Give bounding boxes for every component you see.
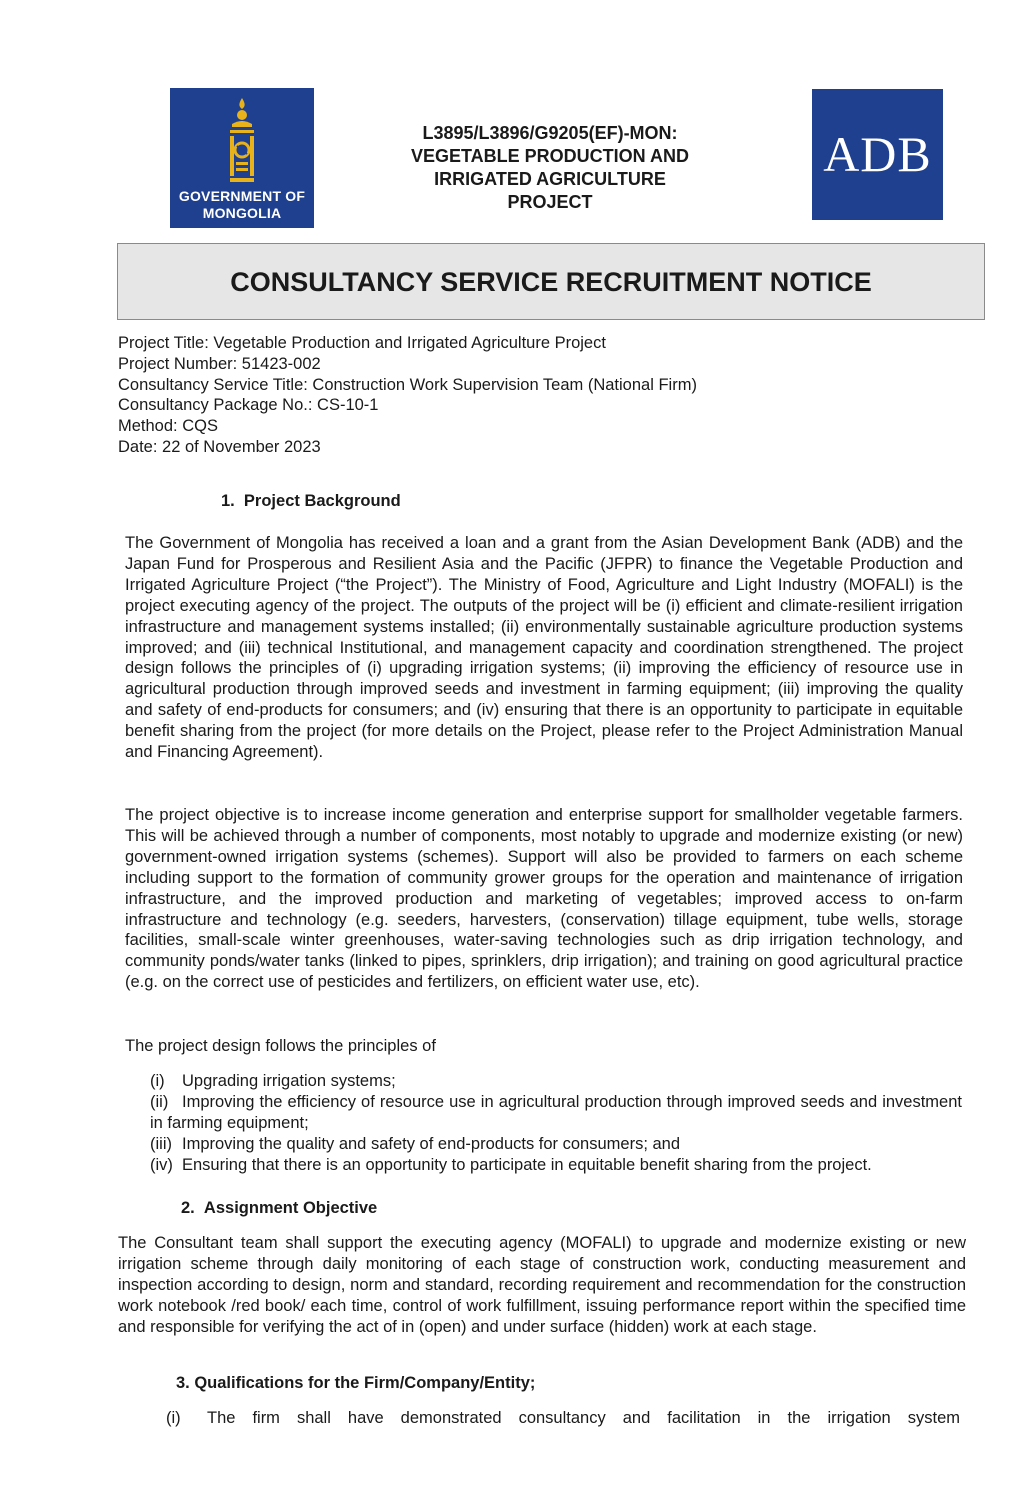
- background-paragraph-2: The project objective is to increase income generation and enterprise support for smallholder vegetable farmers. This will be achieved through a number of components, most notably to upgrade and modernize existing (or new) government-owned irrigation systems (schemes). Support will also be provided to farmers on each scheme including support to the formation of community grower groups for the operation and maintenance of irrigation infrastructure, and the improved production and marketing of vegetables; improved access to on-farm infrastructure and technology (e.g. seeders, harvesters, (conservation) tillage equipment, tube wells, storage facilities, small-scale winter greenhouses, water-saving technologies such as drip irrigation technology, and community ponds/water tanks (linked to pipes, sprinklers, drip irrigation); and training on good agricultural practice (e.g. on the correct use of pesticides and fertilizers, on efficient water use, etc).: [125, 806, 963, 992]
- principle-number: (iii): [150, 1135, 172, 1153]
- principle-item-4: [150, 1155, 962, 1176]
- header-line-1: L3895/L3896/G9205(EF)-MON:: [422, 123, 678, 143]
- meta-service-title: Consultancy Service Title: Construction Work Supervision Team (National Firm): [118, 375, 697, 394]
- principle-number: (iv): [150, 1156, 173, 1174]
- principle-text: Improving the efficiency of resource use in agricultural production through improved seeds and investment in farming equipment;: [150, 1093, 962, 1132]
- government-logo-text: [170, 188, 314, 222]
- meta-project-number: Project Number: 51423-002: [118, 354, 321, 373]
- section-heading-objective: 2. Assignment Objective: [181, 1199, 378, 1217]
- header-line-3: IRRIGATED AGRICULTURE: [434, 169, 666, 189]
- principle-number: (i): [150, 1072, 165, 1090]
- notice-title: CONSULTANCY SERVICE RECRUITMENT NOTICE: [230, 267, 872, 297]
- soyombo-emblem-icon: [220, 96, 264, 188]
- principle-text: Upgrading irrigation systems;: [182, 1072, 396, 1090]
- adb-logo: [812, 89, 943, 220]
- principle-item-2: [150, 1092, 962, 1134]
- principle-number: (ii): [150, 1093, 169, 1111]
- government-of-mongolia-logo: [170, 88, 314, 228]
- government-logo-line2: MONGOLIA: [202, 205, 282, 221]
- section-heading-qualifications: 3. Qualifications for the Firm/Company/Entity;: [176, 1374, 536, 1392]
- adb-logo-text: ADB: [823, 126, 932, 182]
- principle-item-3: [150, 1134, 962, 1155]
- notice-title-box: [117, 243, 985, 320]
- principle-item-1: [150, 1071, 962, 1092]
- project-header: [330, 122, 770, 214]
- meta-date: Date: 22 of November 2023: [118, 437, 321, 456]
- meta-project-title: Project Title: Vegetable Production and Irrigated Agriculture Project: [118, 334, 606, 352]
- government-logo-line1: GOVERNMENT OF: [178, 188, 306, 204]
- qualification-text: The firm shall have demonstrated consultancy and facilitation in the irrigation system: [207, 1409, 960, 1427]
- meta-package-no: Consultancy Package No.: CS-10-1: [118, 396, 379, 415]
- objective-paragraph: The Consultant team shall support the executing agency (MOFALI) to upgrade and modernize existing or new irrigation scheme through daily monitoring of each stage of construction work, conducting measurement and inspection according to design, norm and standard, recording requirement and recommendation for the construction work notebook /red book/ each time, control of work fulfillment, issuing performance report within the specified time and responsible for verifying the act of in (open) and under surface (hidden) work at each stage.: [118, 1234, 966, 1336]
- project-meta: [118, 333, 978, 458]
- qualification-item-1: [166, 1408, 960, 1429]
- header-line-2: VEGETABLE PRODUCTION AND: [410, 146, 689, 166]
- qualification-number: (i): [166, 1409, 181, 1427]
- header-line-4: PROJECT: [507, 192, 593, 212]
- section-heading-background: 1. Project Background: [221, 492, 401, 510]
- principle-text: Improving the quality and safety of end-products for consumers; and: [182, 1135, 681, 1153]
- principle-text: Ensuring that there is an opportunity to participate in equitable benefit sharing from the project.: [182, 1156, 872, 1174]
- background-paragraph-3: The project design follows the principles of: [125, 1037, 436, 1055]
- background-paragraph-1: The Government of Mongolia has received a loan and a grant from the Asian Development Bank (ADB) and the Japan Fund for Prosperous and Resilient Asia and the Pacific (JFPR) to finance the Vegetable Production and Irrigated Agriculture Project (“the Project”). The Ministry of Food, Agriculture and Light Industry (MOFALI) is the project executing agency of the project. The outputs of the project will be (i) efficient and climate-resilient irrigation infrastructure and management systems installed; (ii) environmentally sustainable agriculture production systems improved; and (iii) technical Institutional, and management capacity and coordination strengthened. The project design follows the principles of (i) upgrading irrigation systems; (ii) improving the efficiency of resource use in agricultural production through improved seeds and investment in farming equipment; (iii) improving the quality and safety of end-products for consumers; and (iv) ensuring that there is an opportunity to participate in equitable benefit sharing from the project (for more details on the Project, please refer to the Project Administration Manual and Financing Agreement).: [125, 534, 963, 762]
- meta-method: Method: CQS: [118, 417, 218, 436]
